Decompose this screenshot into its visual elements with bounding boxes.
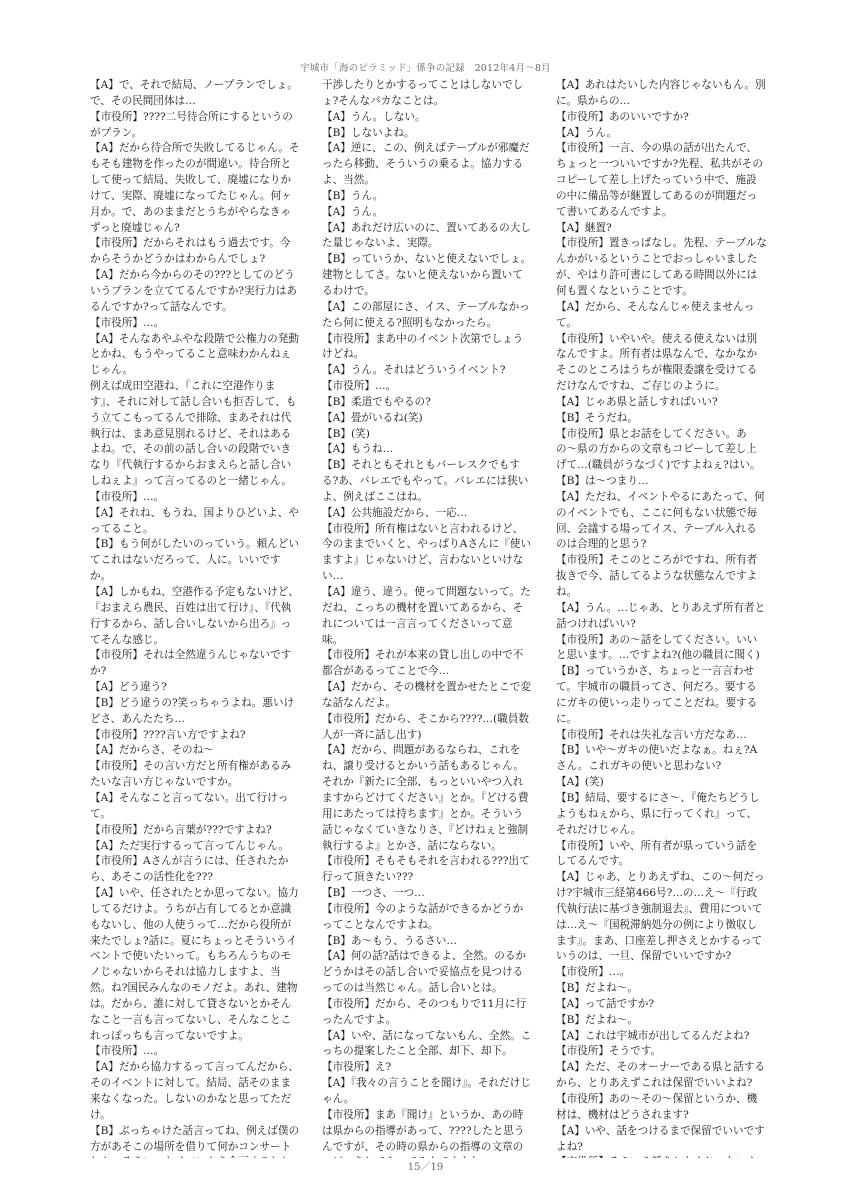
dialogue-line: 【市役所】いやいや。使える使えないは別なんですよ。所有者は県なんで、なかなかそこのところはうちが権限委譲を受けてるだけなんですね、ご存じのように。 (556, 332, 758, 393)
dialogue-line: 【A】違う、違う。使って問題ないって。ただね、こっちの機材を置いてあるから、それについては一言言ってくださいって意味。 (322, 586, 531, 646)
dialogue-line: 【A】あれだけ広いのに、置いてあるの大した量じゃないよ、実際。 (322, 221, 531, 250)
dialogue-line: 【B】それともそれともバーレスクでもする?あ、バレエでもやって。バレエには狭いよ、例えばここはね。 (322, 459, 529, 503)
dialogue-line: 【A】そんなあやふやな段階で公権力の発動とかね、もうやってること意味わかんねぇじゃん。 (90, 332, 299, 377)
dialogue-line: 【A】ただ、そのオーナーである県と話するから、とりあえずこれは保留でいいよね? (556, 1061, 765, 1090)
dialogue-line: 【市役所】…。 (556, 966, 631, 979)
dialogue-line: 【B】ぶっちゃけた話言ってね、例えば僕の方があそこの場所を借りて何かコンサート (90, 1124, 300, 1153)
dialogue-line: 【A】公共施設だから、一応… (322, 506, 468, 519)
dialogue-line: 【A】ただ実行するって言ってんじゃん。 (90, 839, 289, 852)
dialogue-line: 【B】っていうか、ないと使えないでしょ。建物としてさ。ないと使えないから置いてるわけで。 (322, 253, 532, 297)
dialogue-line: 【B】っていうかさ、ちょっと一言言わせて。宇城市の職員ってさ、何だろ。要するにガキの使いっ走りってことだね。要するに。 (556, 665, 758, 725)
dialogue-line: 【B】柔道でもやるの? (322, 395, 431, 408)
dialogue-line: 【B】一つさ、一つ… (322, 887, 425, 900)
dialogue-line: 【市役所】今のような話ができるかどうかってことなんですよね。 (322, 902, 524, 931)
dialogue-line: 【市役所】え? (322, 1061, 392, 1074)
dialogue-line: 【B】そうだね。 (556, 411, 638, 424)
dialogue-line: 【市役所】置きっぱなし。先程、テーブルなんかがいるということでおっしゃいましたが、やはり許可書にしてある時間以外には何も置くなということです。 (556, 237, 767, 297)
text-column-3 (556, 78, 767, 1158)
dialogue-line: 【B】あ〜もう、うるさい… (322, 934, 457, 947)
dialogue-line: 【市役所】…。 (322, 380, 397, 393)
running-header: 宇城市「海のピラミッド」係争の記録 2012年4月〜8月 (300, 63, 551, 74)
dialogue-line: 【A】これは宇城市が出してるんだよね? (556, 1029, 750, 1042)
dialogue-line: 【A】だから、その機材を置かせたとこで変な話なんだよ。 (322, 681, 531, 709)
dialogue-line: 【市役所】その言い方だと所有権があるみたいな言い方じゃないですか。 (90, 760, 292, 789)
dialogue-line: 【市役所】そうです。 (556, 1045, 662, 1058)
dialogue-line: 【A】うん。…じゃあ、とりあえず所有者と話つければいい? (556, 601, 766, 630)
dialogue-line: 【B】結局、要するにさ〜、『俺たちどうしようもねぇから、県に行ってくれ』って、それだけじゃん。 (556, 791, 760, 836)
dialogue-line: 【A】うん。 (556, 126, 618, 139)
dialogue-line: 例えば成田空港ね、『これに空港作ります』、それに対して話し合いも拒否して、もう立てこもってるんで排除、まあそれは代執行は、まあ意見別れるけど、それはあるよね。で、その前の話し合いの段階でいきなり『代執行するからおまえらと話し合いしねぇよ』って言ってるのと一緒じゃん。 (90, 380, 297, 488)
dialogue-line: 【B】だよね〜。 (556, 982, 638, 995)
dialogue-line: 【市役所】…。 (90, 316, 165, 329)
dialogue-line: 【A】だからさ、そのね〜 (90, 744, 214, 757)
dialogue-line: 【A】『我々の言うことを聞け』。それだけじゃん。 (322, 1077, 531, 1105)
dialogue-line: 【市役所】だからそれはもう過去です。今からそうかどうかはわからんでしょ? (90, 237, 291, 266)
dialogue-line: 【A】だから、そんなんじゃ使えませんって。 (556, 300, 755, 329)
dialogue-line: 【A】じゃあ、とりあえずね、この〜何だっけ?宇城市三経第466号?…の…え〜『行政代執行法に基づき強制退去』、費用については…え〜『国税滞納処分の例により徴収します』。まあ、口座差し押さえとかするっていうのは、一旦、保留でいいですか? (556, 871, 765, 963)
dialogue-line: 【市役所】そこのところがですね、所有者抜きで今、話してるような状態なんですよね。 (556, 554, 758, 598)
dialogue-line: 【市役所】だから、そのつもりで11月に行ったんですよ。 (322, 997, 527, 1026)
dialogue-line: 【A】うん。 (322, 205, 384, 218)
dialogue-line: 【B】は〜つまり… (556, 475, 649, 488)
dialogue-line: 【A】だから、問題があるならね、これをね、譲り受けるとかいう話もあるじゃん。それか『新たに全部、もっといいやつ入れますからどけてください』とか。『どける費用にあたっては持ちます』とか。そういう話じゃなくていきなりさ、『どけねぇと強制執行するよ』とかさ、話にならない。 (322, 744, 529, 852)
dialogue-line: 【市役所】まあ『聞け』というか、あの時は県からの指導があって、????したと思うんですが、その時の県からの指導の文章の (322, 1108, 525, 1153)
dialogue-line: 【A】(笑) (556, 776, 604, 789)
dialogue-line: 【市役所】それは失礼な言い方だなあ… (556, 728, 747, 741)
dialogue-line: 【A】って話ですか? (556, 997, 655, 1010)
dialogue-line: 【B】いや〜ガキの使いだよなぁ。ねぇ?Aさん。これガキの使いと思わない? (556, 744, 758, 773)
dialogue-line: 【A】何の話?話はできるよ、全然。のるかどうかはその話し合いで妥協点を見つけるってのは当然じゃん。話し合いとは。 (322, 950, 527, 995)
dialogue-line: 【市役所】Aさんが言うには、任されたから、あそこの活性化を??? (90, 855, 289, 884)
dialogue-line: 【市役所】だから、そこから????…(職員数人が一斉に話し出す) (322, 712, 529, 741)
dialogue-line: 【A】しかもね、空港作る予定もないけど、『おまえら農民、百姓は出て行け』、『代執行するから、話し合いしないから出ろ』ってそんな感じ。 (90, 586, 299, 646)
dialogue-line: 【市役所】そもそもそれを言われる???出て行って頂きたい??? (322, 855, 530, 884)
dialogue-line: 【A】継置? (556, 221, 612, 234)
dialogue-line: 【市役所】…。 (90, 490, 165, 503)
dialogue-line: 【B】もう何がしたいのっていう。頼んどいてこれはないだろって、人に。いいですか。 (90, 538, 299, 583)
dialogue-line: 【A】そんなこと言ってない。出て行けって。 (90, 791, 289, 820)
dialogue-line: 干渉したりとかするってことはしないでしょ?そんなバカなことは。 (322, 79, 524, 107)
dialogue-line: 【B】(笑) (322, 427, 370, 440)
dialogue-line: 【市役所】????言い方ですよね? (90, 728, 246, 741)
dialogue-line: 【A】この部屋にさ、イス、テーブルなかったら何に使える?照明もなかったら。 (322, 300, 530, 329)
dialogue-line: 【A】ただね、イベントやるにあたって、何のイベントでも、ここに何もない状態で毎回、会議する場ってイス、テーブル入れるのは合理的と思う? (556, 490, 765, 551)
dialogue-line: 【市役所】いや、所有者が県っていう話をしてるんです。 (556, 839, 758, 868)
dialogue-line: 【市役所】県とお話をしてください。あの〜県の方からの文章もコピーして差し上げて…(職員がうなづく)ですよねぇ?はい。 (556, 427, 761, 472)
dialogue-line: 【A】それね、もうね、国よりひどいよ、やってること。 (90, 506, 299, 535)
dialogue-line: 【A】じゃあ県と話しすればいい? (556, 395, 718, 408)
dialogue-line: 【市役所】あのいいですか? (556, 110, 689, 123)
dialogue-line: 【A】どう違う? (90, 681, 167, 694)
dialogue-line: 【市役所】それが本来の貸し出しの中で不都合があるってことで今… (322, 649, 524, 678)
text-column-1 (90, 78, 301, 1158)
dialogue-line: 【A】逆に、この、例えばテーブルが邪魔だったら移動、そういうの乗るよ。協力するよ、当然。 (322, 142, 530, 187)
dialogue-line: 【市役所】????二号待合所にするというのがプラン。 (90, 110, 293, 139)
dialogue-line: 【A】あれはたいした内容じゃないもん。別に。県からの… (556, 79, 766, 107)
dialogue-line: 【市役所】あの〜その〜保留というか、機材は、機材はどうされます? (556, 1093, 758, 1121)
dialogue-line: 【A】だから協力するって言ってんだから、そのイベントに対して。結局、話そのまま来なくなった。しないのかなと思ってただけ。 (90, 1061, 299, 1121)
dialogue-line: 【市役所】だから言葉が???ですよね? (90, 823, 272, 836)
dialogue-line: 【市役所】所有権はないと言われるけど、今のままでいくと、やっぱりAさんに『使いますよ』じゃないけど、言わないといけない… (322, 522, 531, 583)
dialogue-line: 【B】どう違うの?笑っちゃうよね。悪いけどさ、あんたたち… (90, 696, 295, 725)
dialogue-line: 【市役所】…。 (90, 1045, 165, 1058)
dialogue-line: 【B】うん。 (322, 189, 384, 202)
dialogue-line: 【A】いや、話になってないもん、全然。こっちの提案したこと全部、却下、却下。 (322, 1029, 532, 1058)
page-number: 15／19 (407, 1162, 444, 1173)
dialogue-line: 【A】畳がいるね(笑) (322, 411, 423, 424)
dialogue-line: 【市役所】一言、今の県の話が出たんで、ちょっと一ついいですか?先程、私共がそのコピーして差し上げたっていう中で、施設の中に備品等が継置してあるのが問題だって書いてあるんですよ。 (556, 142, 763, 218)
dialogue-line: 【市役所】あの〜話をしてください。いいと思います。…ですよね?(他の職員に聞く) (556, 633, 760, 662)
dialogue-line: 【A】いや、話をつけるまで保留でいいですよね? (556, 1124, 765, 1153)
dialogue-line: 【A】うん。それはどういうイベント? (322, 364, 506, 377)
dialogue-line: 【A】だから待合所で失敗してるじゃん。そもそも建物を作ったのが間違い。待合所として使って結局、失敗して、廃墟になりかけて、実際、廃墟になってたじゃん。何ヶ月か。で、あのままだとうちがやらなきゃずっと廃墟じゃん? (90, 142, 300, 234)
dialogue-line: 【B】しないよね。 (322, 126, 415, 139)
dialogue-line: 【B】だよね〜。 (556, 1013, 638, 1026)
dialogue-line: 【A】いや、任されたとか思ってない。協力してるだけよ。うちが占有してるとか意識もないし、他の人使うって…だから役所が来たでしょ?話に。夏にちょっとそういうイベントで使いたいって。もちろんうちのモノじゃないからそれは協力しますよ、当然。ね?国民みんなのモノだよ。あれ、建物は。だから、誰に対して貸さないとかそんなこと一言も言ってないし、そんなことこれっぽっちも言ってないですよ。 (90, 887, 299, 1042)
dialogue-line: 【市役所】まあ中のイベント次第でしょうけどね。 (322, 332, 524, 361)
dialogue-line: 【A】うん。しない。 (322, 110, 426, 123)
dialogue-line: 【A】だから今からのその???としてのどういうプランを立ててるんですか?実行力はあるんですか?って話なんです。 (90, 269, 297, 313)
dialogue-line: 【A】で、それで結局、ノープランでしょ。で、その民間団体は… (90, 79, 298, 107)
dialogue-line: 【A】もうね… (322, 443, 394, 456)
dialogue-line: 【市役所】それは全然違うんじゃないですか? (90, 649, 292, 678)
text-column-2 (322, 78, 533, 1158)
